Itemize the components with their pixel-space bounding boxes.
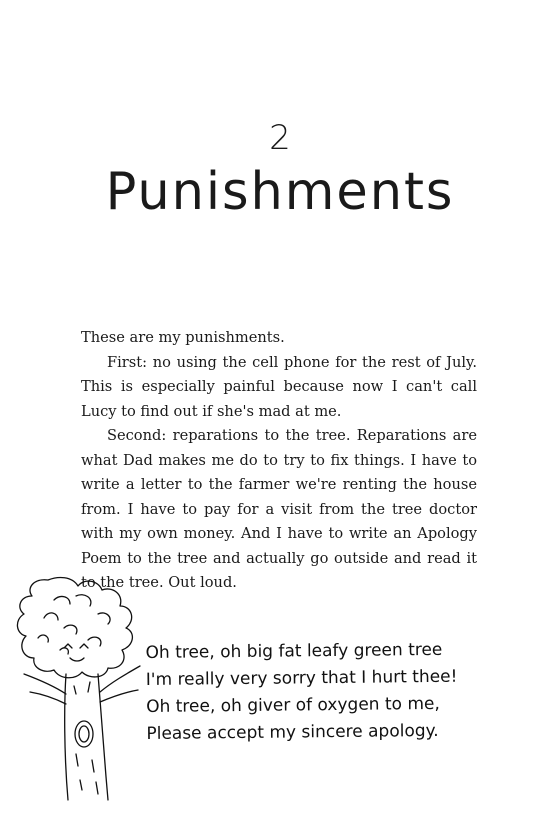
- poem-line: Oh tree, oh big fat leafy green tree: [145, 639, 443, 663]
- poem-line: Please accept my sincere apology.: [146, 720, 439, 744]
- poem-line: I'm really very sorry that I hurt thee!: [145, 666, 458, 690]
- chapter-number: 2: [269, 118, 291, 158]
- paragraph: These are my punishments.: [81, 329, 285, 346]
- paragraph: First: no using the cell phone for the rest of July. This is especially painful because now I can't call Lucy to find out if she's mad at me.: [81, 353, 477, 420]
- tree-icon: [14, 574, 144, 806]
- poem-line: Oh tree, oh giver of oxygen to me,: [146, 693, 440, 717]
- body-text: [81, 326, 477, 596]
- paragraph: Second: reparations to the tree. Reparations are what Dad makes me do to try to fix things. I have to write a letter to the farmer we're renting the house from. I have to pay for a visit from the tree doctor with my own money. And I have to write an Apology Poem to the tree and actually go outside and read it to the tree. Out loud.: [81, 427, 477, 591]
- apology-poem: [145, 636, 526, 748]
- chapter-title: Punishments: [105, 162, 455, 222]
